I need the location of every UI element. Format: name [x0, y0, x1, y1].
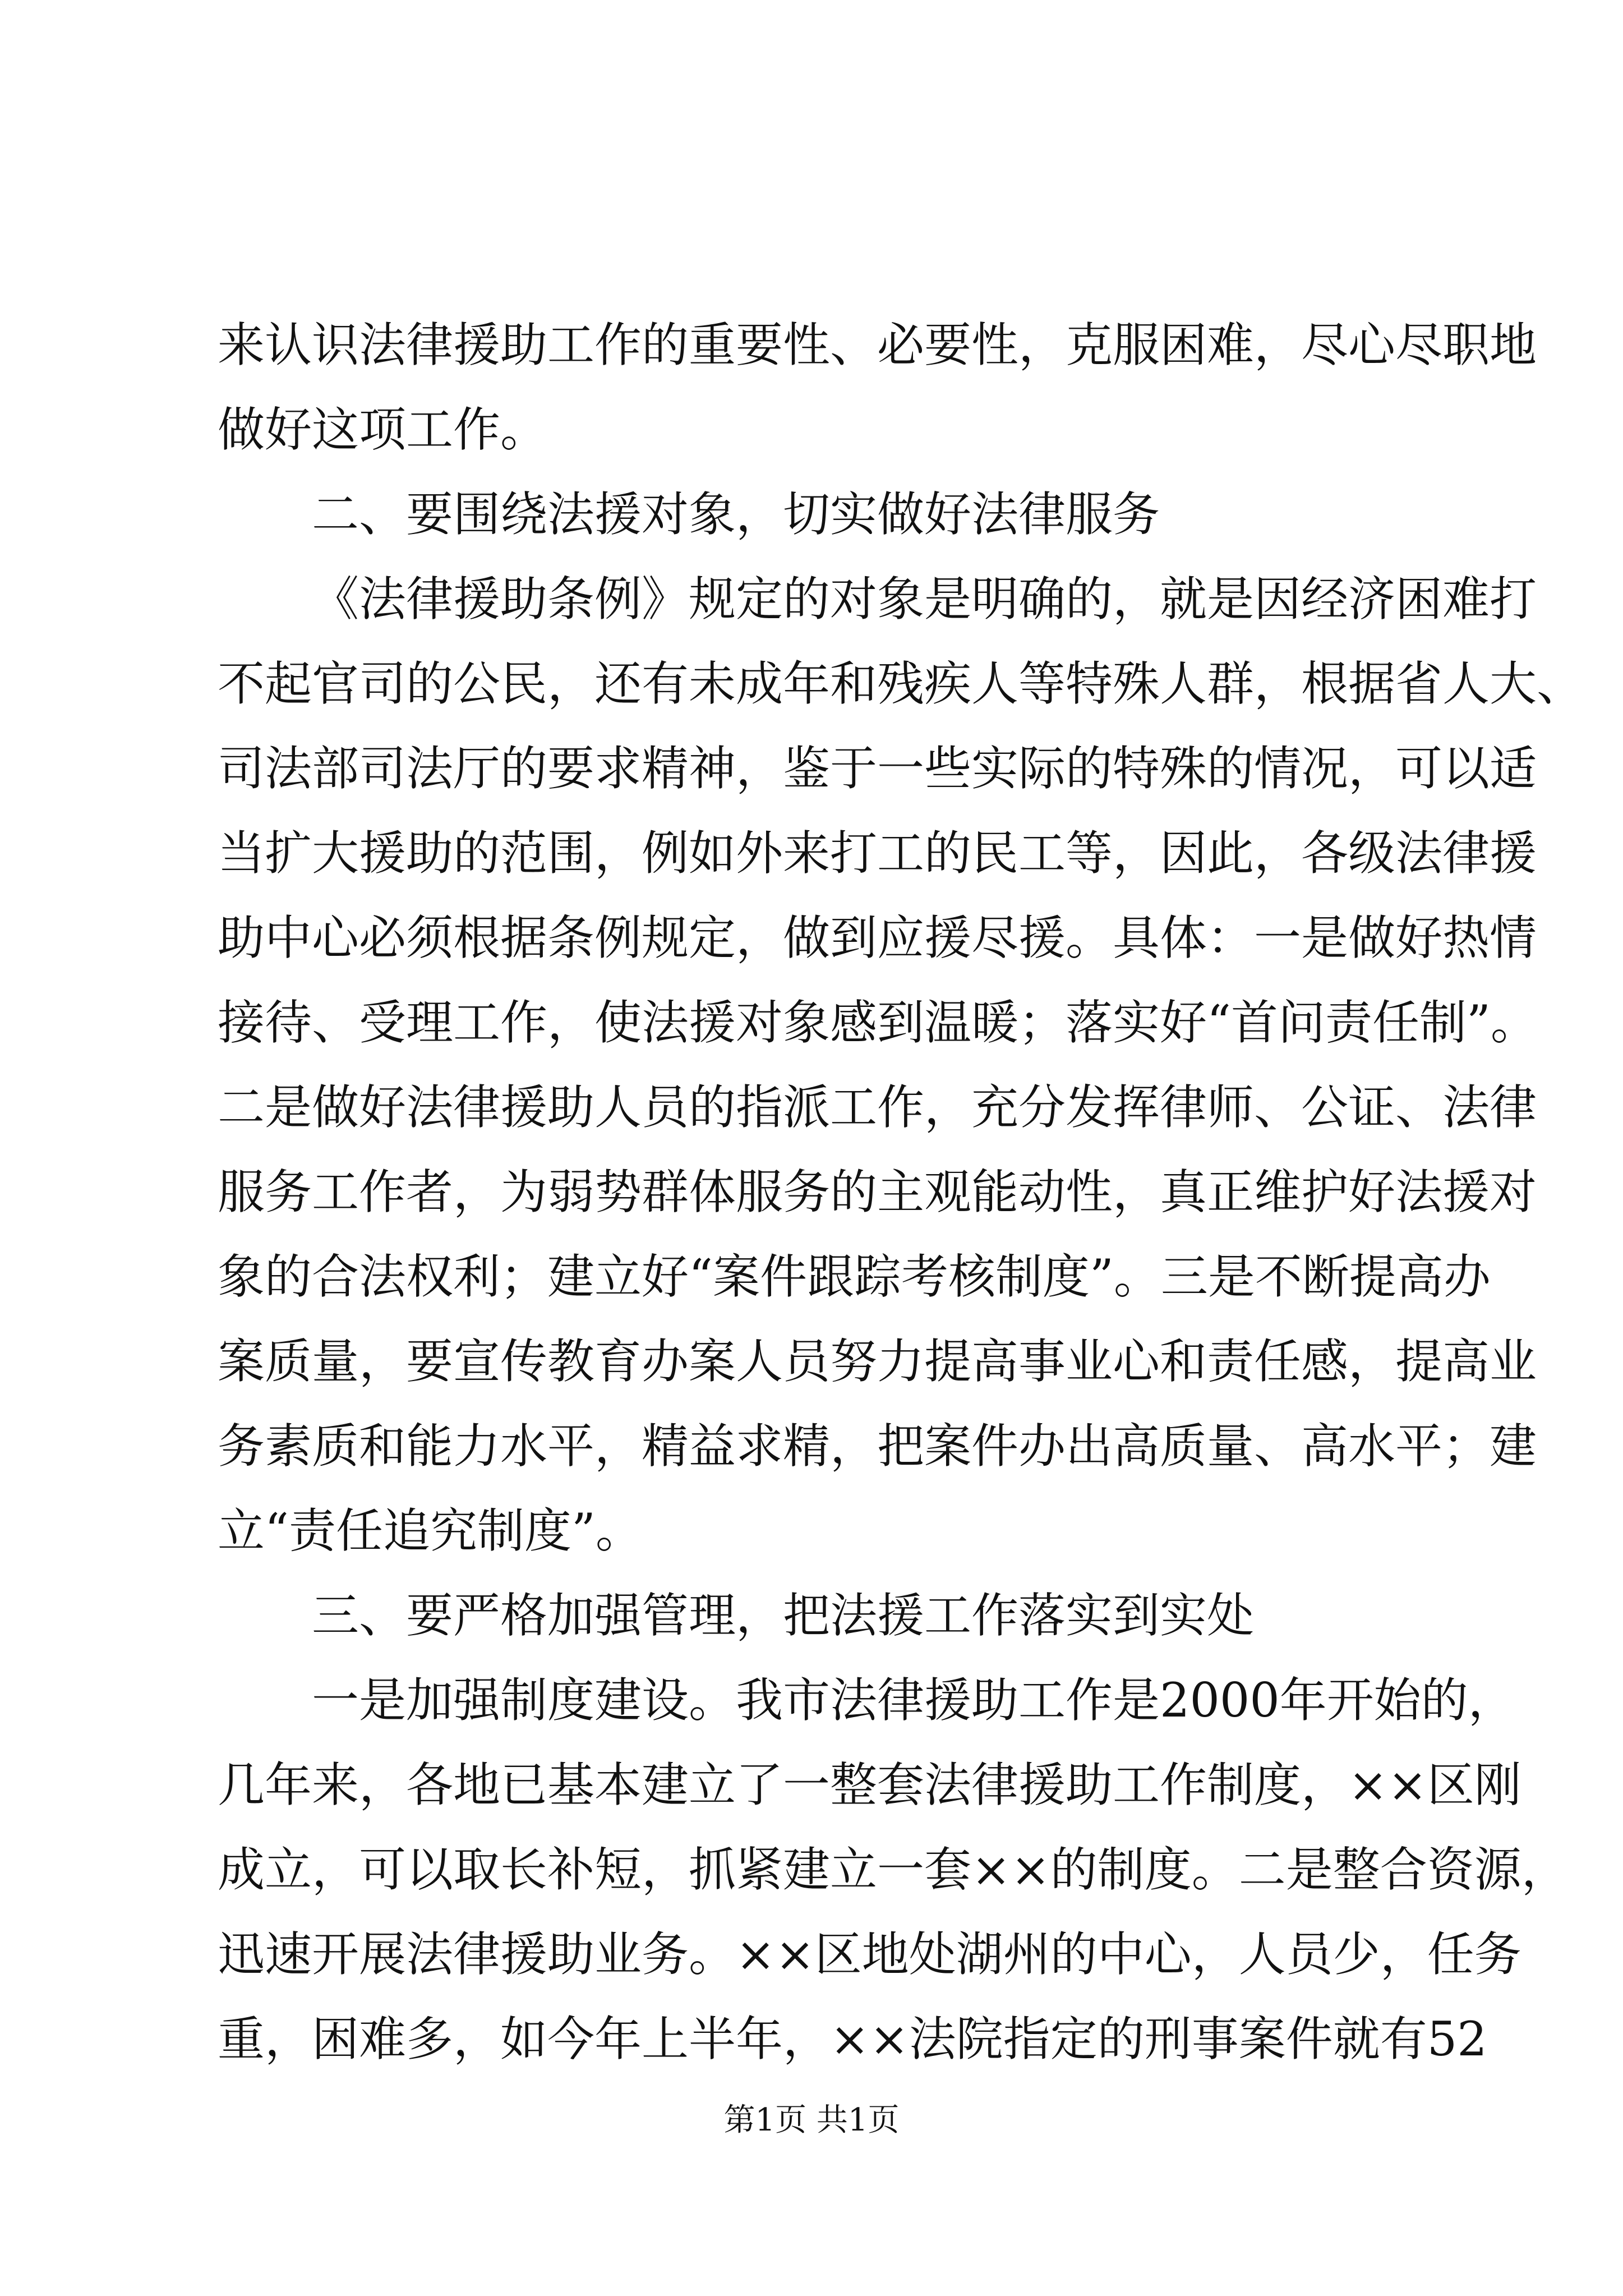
- text-line-21: 重，困难多，如今年上半年，××法院指定的刑事案件就有52: [218, 2012, 1487, 2067]
- text-line-15: 立“责任追究制度”。: [218, 1503, 643, 1558]
- text-line-20: 迅速开展法律援助业务。××区地处湖州的中心，人员少，任务: [218, 1927, 1521, 1982]
- text-line-9: 接待、受理工作，使法援对象感到温暖；落实好“首问责任制”。: [218, 995, 1538, 1050]
- section-heading-3: 三、要严格加强管理，把法援工作落实到实处: [312, 1588, 1255, 1643]
- text-line-19: 成立，可以取长补短，抓紧建立一套××的制度。二是整合资源，: [218, 1842, 1569, 1897]
- text-line-14: 务素质和能力水平，精益求精，把案件办出高质量、高水平；建: [218, 1419, 1537, 1474]
- text-line-2: 做好这项工作。: [218, 402, 548, 457]
- text-line-11: 服务工作者，为弱势群体服务的主观能动性，真正维护好法援对: [218, 1165, 1537, 1220]
- text-line-4: 《法律援助条例》规定的对象是明确的，就是因经济困难打: [312, 572, 1537, 627]
- text-line-8: 助中心必须根据条例规定，做到应援尽援。具体：一是做好热情: [218, 910, 1537, 965]
- text-line-6: 司法部司法厅的要求精神，鉴于一些实际的特殊的情况，可以适: [218, 741, 1537, 796]
- text-line-10: 二是做好法律援助人员的指派工作，充分发挥律师、公证、法律: [218, 1080, 1537, 1135]
- section-heading-2: 二、要围绕法援对象，切实做好法律服务: [312, 487, 1160, 542]
- page-number-footer: 第1页 共1页: [723, 2102, 900, 2138]
- text-line-5: 不起官司的公民，还有未成年和残疾人等特殊人群，根据省人大、: [218, 656, 1584, 711]
- text-line-7: 当扩大援助的范围，例如外来打工的民工等，因此，各级法律援: [218, 826, 1537, 881]
- text-line-18: 几年来，各地已基本建立了一整套法律援助工作制度，××区刚: [218, 1757, 1521, 1812]
- text-line-12: 象的合法权利；建立好“案件跟踪考核制度”。三是不断提高办: [218, 1249, 1491, 1304]
- text-line-13: 案质量，要宣传教育办案人员努力提高事业心和责任感，提高业: [218, 1334, 1537, 1389]
- text-line-1: 来认识法律援助工作的重要性、必要性，克服困难，尽心尽职地: [218, 318, 1537, 372]
- text-line-17: 一是加强制度建设。我市法律援助工作是2000年开始的，: [312, 1673, 1515, 1728]
- document-body: [218, 303, 1584, 2082]
